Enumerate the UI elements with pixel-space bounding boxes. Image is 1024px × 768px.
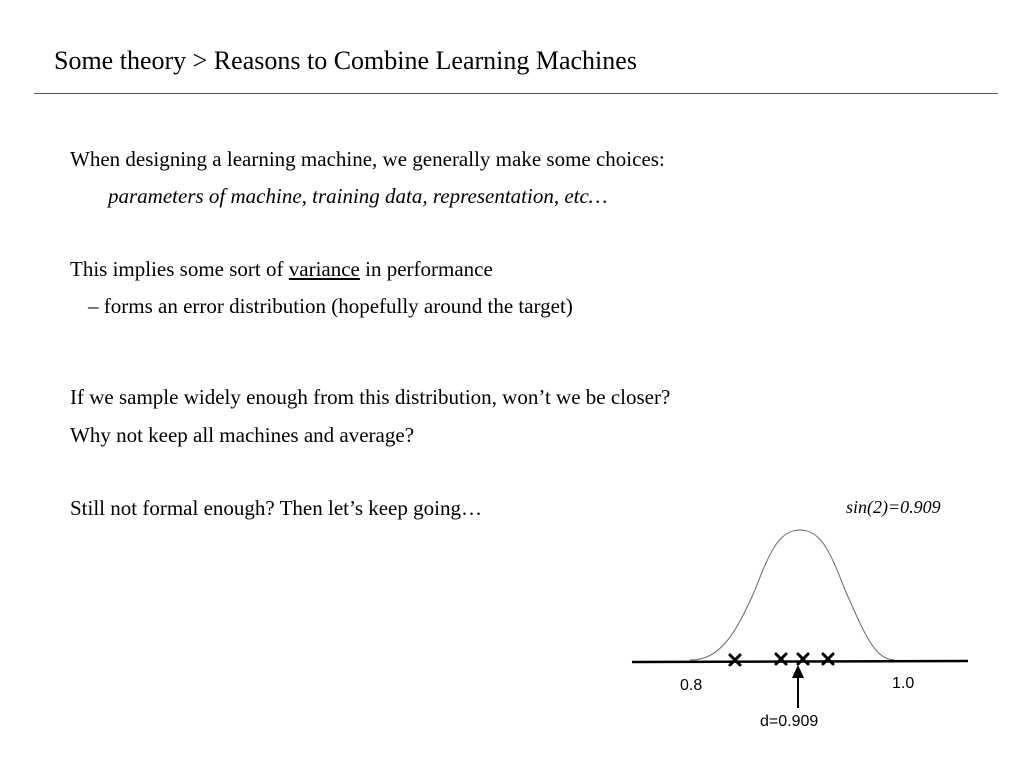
axis-label-left: 0.8 [680,677,703,694]
variance-term: variance [288,257,360,281]
slide-title: Some theory > Reasons to Combine Learning Machines [54,46,637,75]
body-line-keep-going: Still not formal enough? Then let’s keep going… [70,496,482,520]
axis-label-right: 1.0 [892,675,915,692]
body-line-choices-detail: parameters of machine, training data, representation, etc… [108,184,608,208]
body-line-sample-question: If we sample widely enough from this distribution, won’t we be closer? [70,385,671,409]
body-line-error-distribution: – forms an error distribution (hopefully around the target) [88,294,573,318]
body-line-variance [70,255,493,283]
target-arrow-head [792,665,804,678]
body-line-average-question: Why not keep all machines and average? [70,423,415,447]
variance-text-before: This implies some sort of [70,257,289,281]
body-line-choices: When designing a learning machine, we generally make some choices: [70,147,665,171]
error-distribution-figure [620,520,980,740]
sin-annotation: sin(2)=0.909 [846,497,941,517]
title-divider [34,93,998,94]
variance-text-after: in performance [359,257,493,281]
distribution-curve [690,530,895,660]
sample-mark-1 [730,655,740,665]
target-label: d=0.909 [760,713,819,730]
